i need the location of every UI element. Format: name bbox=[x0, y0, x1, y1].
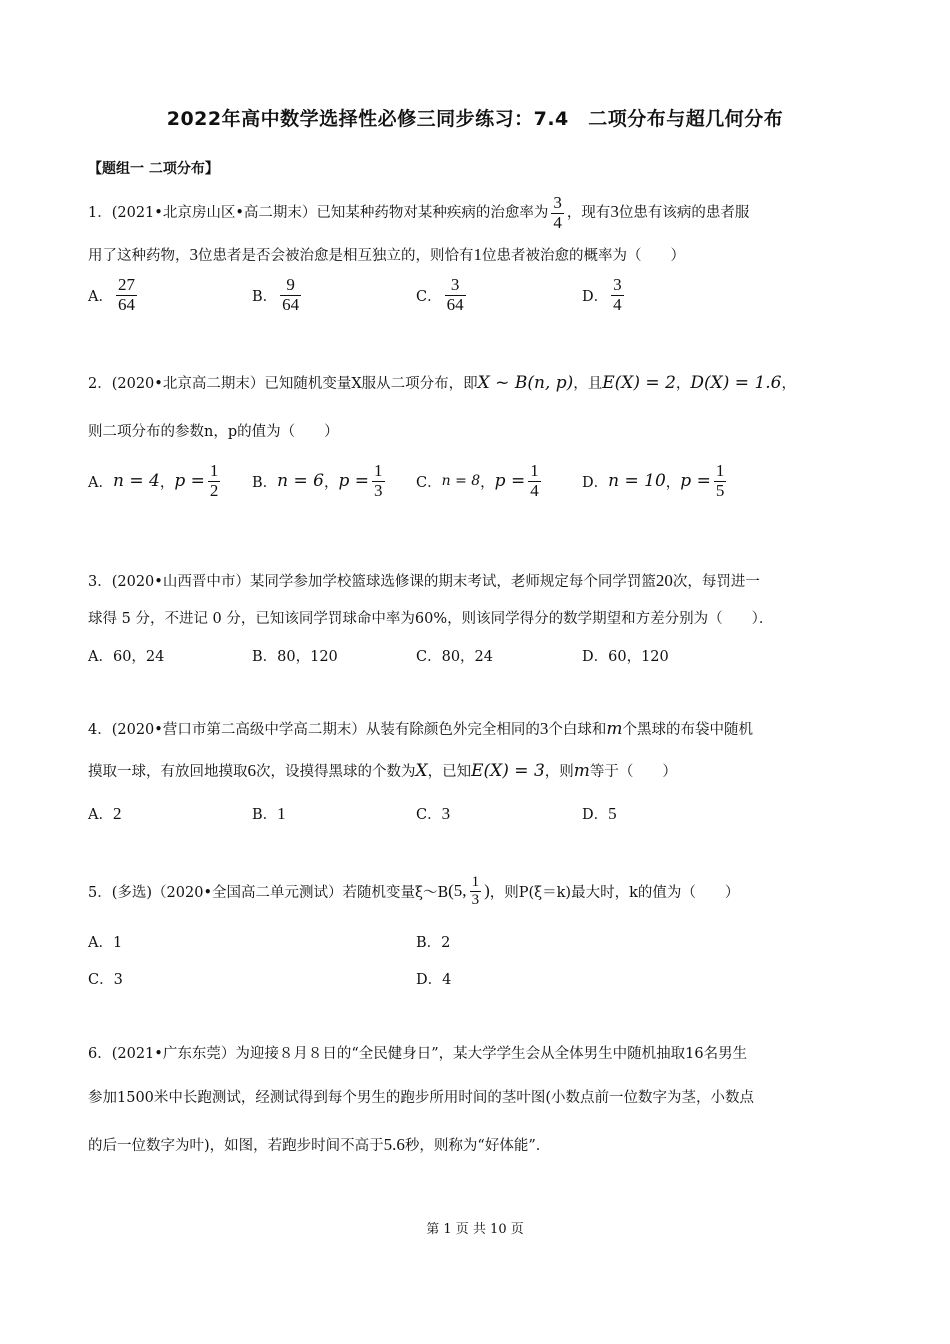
question-4-line-1: 4．(2020•营口市第二高级中学高二期末）从装有除颜色外完全相同的3个白球和m个黑球的布袋中随机 bbox=[88, 719, 753, 739]
q1-option-c[interactable]: C． $\frac{3}{64}$ bbox=[416, 275, 464, 314]
q1-option-d[interactable]: D． $\frac{3}{4}$ bbox=[582, 275, 622, 314]
section-heading: 【题组一 二项分布】 bbox=[88, 161, 219, 177]
q3-option-c[interactable]: C．80，24 bbox=[416, 649, 493, 665]
q4-option-d[interactable]: D． 5 bbox=[582, 803, 617, 823]
q2-option-c[interactable]: C． n = 8 ， p = $\frac{1}{4}$ bbox=[416, 461, 539, 500]
question-5-line-1: 5．(多选)（2020•全国高二单元测试）若随机变量ξ～B (5, $\frac{1}{3}$ ) ，则P(ξ＝k)最大时，k的值为（ ） bbox=[88, 874, 740, 908]
q1-rate-fraction: $\frac{3}{4}$ bbox=[553, 193, 562, 232]
q5-option-d[interactable]: D．4 bbox=[416, 972, 452, 988]
q4-option-a[interactable]: A． 2 bbox=[88, 803, 122, 823]
question-1-line-2: 用了这种药物，3位患者是否会被治愈是相互独立的，则恰有1位患者被治愈的概率为（ ） bbox=[88, 245, 685, 264]
q2-option-b[interactable]: B． n = 6 ， p = $\frac{1}{3}$ bbox=[252, 461, 383, 500]
q2-option-a[interactable]: A． n = 4 ， p = $\frac{1}{2}$ bbox=[88, 461, 219, 500]
question-6-line-3: 的后一位数字为叶)，如图，若跑步时间不高于5.6秒，则称为“好体能”． bbox=[88, 1135, 551, 1154]
q4-option-b[interactable]: B． 1 bbox=[252, 803, 286, 823]
q3-option-d[interactable]: D．60，120 bbox=[582, 649, 669, 665]
q1-text: 1．(2021•北京房山区•高二期末）已知某种药物对某种疾病的治愈率为 bbox=[88, 205, 549, 222]
q4-option-c[interactable]: C． 3 bbox=[416, 803, 451, 823]
question-1-line-1: 1．(2021•北京房山区•高二期末）已知某种药物对某种疾病的治愈率为 $\frac{3}{4}$ ，现有3位患有该病的患者服 bbox=[88, 193, 750, 232]
question-2-line-1: 2．(2020•北京高二期末）已知随机变量X服从二项分布，即X ~ B(n, p)，且E(X) = 2，D(X) = 1.6， bbox=[88, 373, 796, 393]
q1-option-b[interactable]: B． $\frac{9}{64}$ bbox=[252, 275, 300, 314]
q5-option-b[interactable]: B．2 bbox=[416, 935, 451, 951]
question-3-line-1: 3．(2020•山西晋中市）某同学参加学校篮球选修课的期末考试，老师规定每个同学罚篮20次，每罚进一 bbox=[88, 571, 760, 590]
question-3-line-2: 球得 5 分，不进记 0 分，已知该同学罚球命中率为60%，则该同学得分的数学期望和方差分别为（ ）． bbox=[88, 611, 774, 627]
page-title: 2022年高中数学选择性必修三同步练习：7.4 二项分布与超几何分布 bbox=[166, 108, 784, 130]
question-2-line-2: 则二项分布的参数n，p的值为（ ） bbox=[88, 424, 339, 440]
q2-distribution: X ~ B(n, p) bbox=[477, 373, 574, 393]
page-footer: 第 1 页 共 10 页 bbox=[426, 1222, 524, 1237]
q2-option-d[interactable]: D． n = 10 ， p = $\frac{1}{5}$ bbox=[582, 461, 725, 500]
question-4-line-2: 摸取一球，有放回地摸取6次，设摸得黑球的个数为X，已知E(X) = 3，则m等于（ ） bbox=[88, 761, 677, 781]
question-6-line-2: 参加1500米中长跑测试，经测试得到每个男生的跑步所用时间的茎叶图(小数点前一位数字为茎，小数点 bbox=[88, 1090, 755, 1106]
q2-variance: D(X) = 1.6 bbox=[690, 373, 782, 393]
q3-option-b[interactable]: B．80，120 bbox=[252, 649, 338, 665]
q2-expectation: E(X) = 2 bbox=[602, 373, 676, 393]
q5-option-a[interactable]: A．1 bbox=[88, 935, 123, 951]
q5-option-c[interactable]: C．3 bbox=[88, 972, 123, 988]
q3-option-a[interactable]: A．60，24 bbox=[88, 649, 165, 665]
q1-option-a[interactable]: A． $\frac{27}{64}$ bbox=[88, 275, 135, 314]
question-6-line-1: 6．(2021•广东东莞）为迎接８月８日的“全民健身日”，某大学学生会从全体男生中随机抽取16名男生 bbox=[88, 1046, 748, 1062]
